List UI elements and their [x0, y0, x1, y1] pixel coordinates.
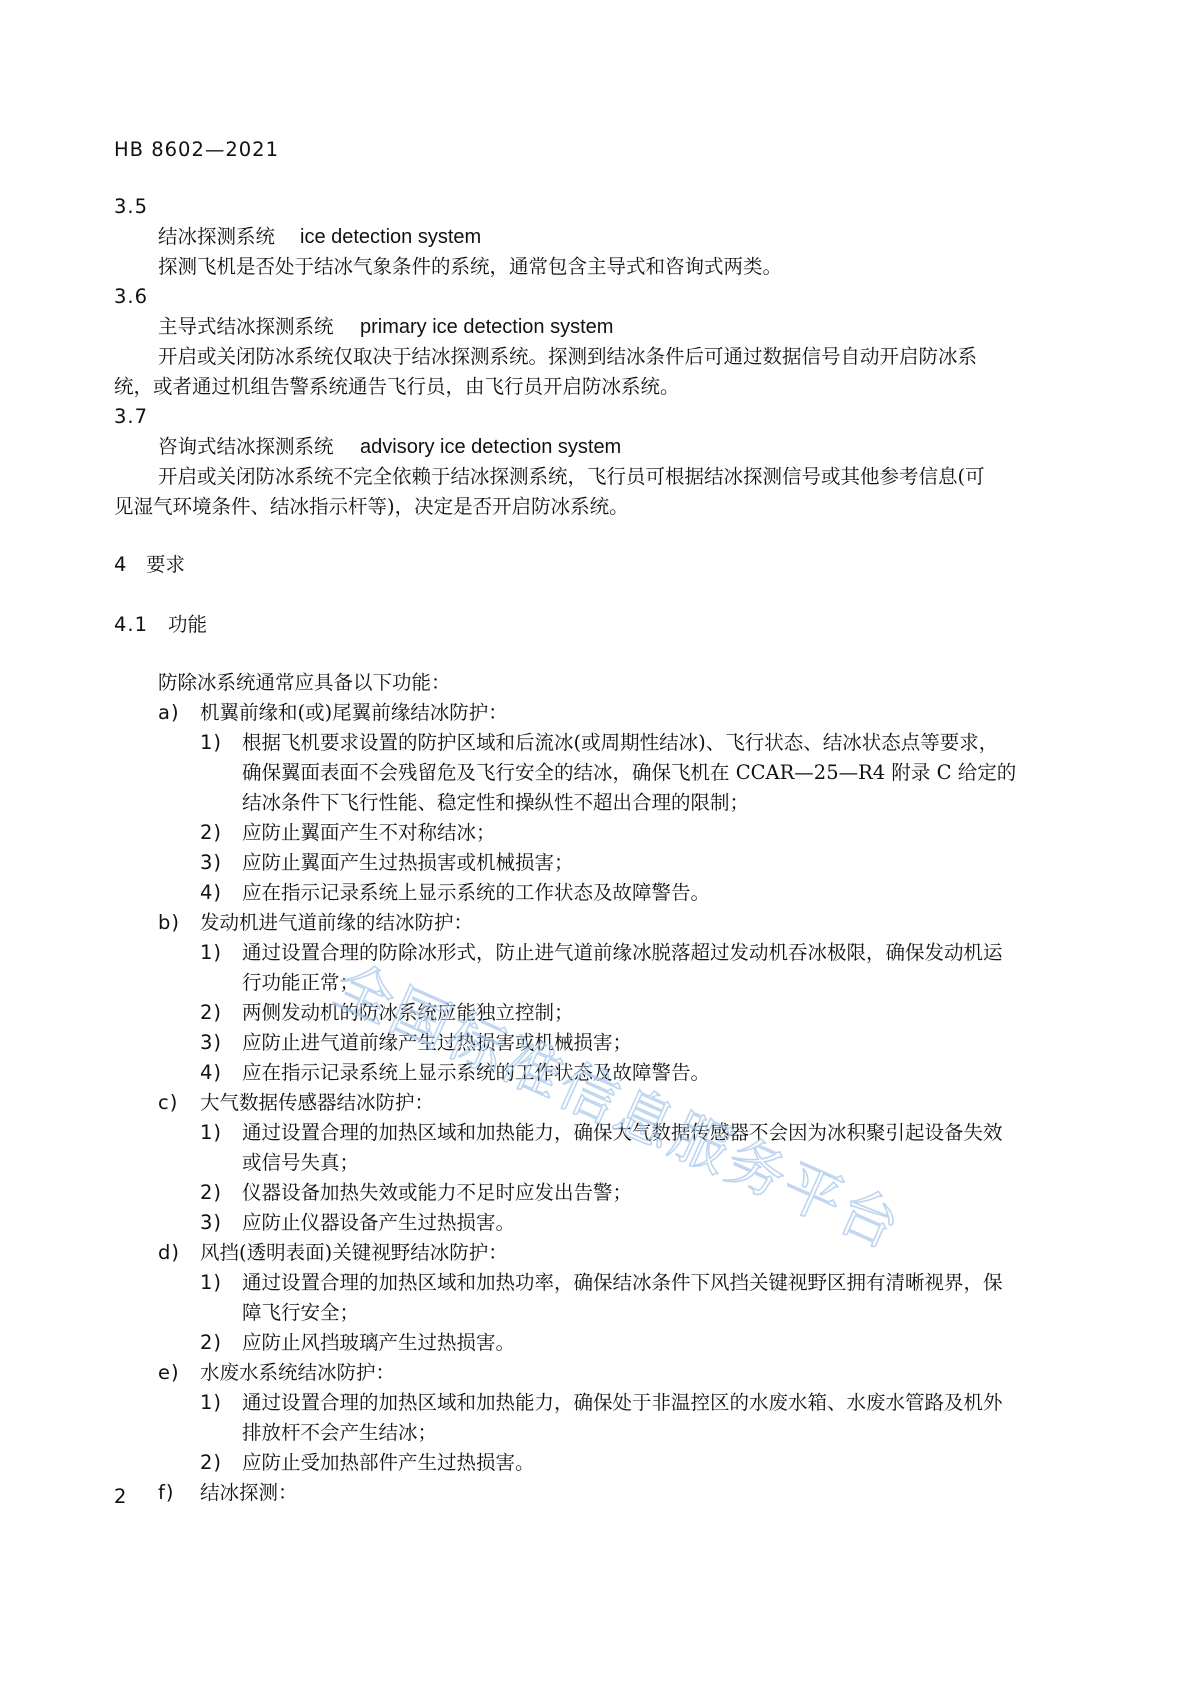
- section-number: 4: [114, 553, 128, 576]
- sub-item-number: 4): [200, 881, 223, 904]
- sub-item-text: 应防止风挡玻璃产生过热损害。: [242, 1331, 516, 1354]
- sub-item-text: 或信号失真；: [242, 1151, 360, 1174]
- term-definition: 开启或关闭防冰系统不完全依赖于结冰探测系统，飞行员可根据结冰探测信号或其他参考信息(可: [158, 465, 985, 488]
- list-item-title: 水废水系统结冰防护：: [200, 1361, 396, 1384]
- doc-number-header: HB 8602—2021: [114, 138, 279, 161]
- sub-item-text: 应防止翼面产生不对称结冰；: [242, 821, 496, 844]
- sub-item-text: 通过设置合理的加热区域和加热能力，确保大气数据传感器不会因为冰积聚引起设备失效: [242, 1121, 1003, 1144]
- watermark-char: 服: [660, 1100, 741, 1187]
- sub-item-text: 应在指示记录系统上显示系统的工作状态及故障警告。: [242, 881, 711, 904]
- sub-item-number: 3): [200, 851, 223, 874]
- list-item-label: d): [158, 1241, 180, 1264]
- sub-item-text: 应防止翼面产生过热损害或机械损害；: [242, 851, 574, 874]
- watermark-char: 平: [772, 1150, 853, 1237]
- sub-item-number: 2): [200, 1001, 223, 1024]
- list-item-title: 发动机进气道前缘的结冰防护：: [200, 911, 474, 934]
- term-number: 3.6: [114, 285, 149, 308]
- watermark-char: 信: [548, 1050, 629, 1137]
- watermark-char: 全: [324, 950, 405, 1037]
- sub-item-text: 障飞行安全；: [242, 1301, 360, 1324]
- sub-item-number: 1): [200, 1271, 223, 1294]
- watermark-char: 准: [492, 1025, 573, 1112]
- sub-item-text: 应在指示记录系统上显示系统的工作状态及故障警告。: [242, 1061, 711, 1084]
- intro-paragraph: 防除冰系统通常应具备以下功能：: [158, 671, 451, 694]
- page-number: 2: [114, 1485, 128, 1508]
- watermark-char: 台: [828, 1175, 909, 1262]
- sub-item-number: 1): [200, 1391, 223, 1414]
- sub-item-number: 3): [200, 1211, 223, 1234]
- sub-item-number: 3): [200, 1031, 223, 1054]
- watermark-char: 息: [604, 1075, 685, 1162]
- list-item-label: f): [158, 1481, 175, 1504]
- list-item-title: 风挡(透明表面)关键视野结冰防护：: [200, 1241, 508, 1264]
- list-item-title: 结冰探测：: [200, 1481, 298, 1504]
- watermark-char: 务: [716, 1125, 797, 1212]
- term-definition: 统，或者通过机组告警系统通告飞行员，由飞行员开启防冰系统。: [114, 375, 680, 398]
- term-name-en: advisory ice detection system: [360, 436, 622, 458]
- sub-item-number: 2): [200, 1451, 223, 1474]
- sub-item-text: 应防止仪器设备产生过热损害。: [242, 1211, 516, 1234]
- term-name-zh: 咨询式结冰探测系统: [158, 435, 334, 458]
- sub-item-number: 2): [200, 821, 223, 844]
- sub-item-number: 1): [200, 941, 223, 964]
- sub-item-number: 1): [200, 1121, 223, 1144]
- list-item-title: 机翼前缘和(或)尾翼前缘结冰防护：: [200, 701, 508, 724]
- term-name-zh: 结冰探测系统: [158, 225, 276, 248]
- sub-item-text: 排放杆不会产生结冰；: [242, 1421, 438, 1444]
- list-item-label: c): [158, 1091, 179, 1114]
- sub-item-text: 两侧发动机的防冰系统应能独立控制；: [242, 1001, 574, 1024]
- watermark-char: 标: [436, 1000, 517, 1087]
- sub-item-text: 通过设置合理的防除冰形式，防止进气道前缘冰脱落超过发动机吞冰极限，确保发动机运: [242, 941, 1003, 964]
- term-definition: 开启或关闭防冰系统仅取决于结冰探测系统。探测到结冰条件后可通过数据信号自动开启防冰系: [158, 345, 978, 368]
- term-definition: 探测飞机是否处于结冰气象条件的系统，通常包含主导式和咨询式两类。: [158, 255, 783, 278]
- list-item-label: b): [158, 911, 180, 934]
- sub-item-number: 2): [200, 1181, 223, 1204]
- list-item-label: a): [158, 701, 180, 724]
- list-item-title: 大气数据传感器结冰防护：: [200, 1091, 435, 1114]
- sub-item-text: 通过设置合理的加热区域和加热功率，确保结冰条件下风挡关键视野区拥有清晰视界，保: [242, 1271, 1003, 1294]
- sub-item-number: 1): [200, 731, 223, 754]
- subsection-number: 4.1: [114, 613, 149, 636]
- sub-item-number: 2): [200, 1331, 223, 1354]
- term-number: 3.5: [114, 195, 149, 218]
- term-definition: 见湿气环境条件、结冰指示杆等)，决定是否开启防冰系统。: [114, 495, 629, 518]
- sub-item-text: 行功能正常；: [242, 971, 360, 994]
- sub-item-text: 根据飞机要求设置的防护区域和后流冰(或周期性结冰)、飞行状态、结冰状态点等要求，: [242, 731, 999, 754]
- sub-item-text: 应防止进气道前缘产生过热损害或机械损害；: [242, 1031, 633, 1054]
- term-name-zh: 主导式结冰探测系统: [158, 315, 334, 338]
- list-item-label: e): [158, 1361, 180, 1384]
- sub-item-text: 应防止受加热部件产生过热损害。: [242, 1451, 535, 1474]
- sub-item-text: 仪器设备加热失效或能力不足时应发出告警；: [242, 1181, 633, 1204]
- subsection-title: 功能: [168, 613, 208, 636]
- sub-item-number: 4): [200, 1061, 223, 1084]
- term-name-en: primary ice detection system: [360, 316, 614, 338]
- term-name-en: ice detection system: [300, 226, 482, 248]
- sub-item-text: 结冰条件下飞行性能、稳定性和操纵性不超出合理的限制；: [242, 791, 750, 814]
- sub-item-text: 确保翼面表面不会残留危及飞行安全的结冰，确保飞机在 CCAR—25—R4 附录 C 给定的: [242, 761, 1017, 784]
- sub-item-text: 通过设置合理的加热区域和加热能力，确保处于非温控区的水废水箱、水废水管路及机外: [242, 1391, 1003, 1414]
- term-number: 3.7: [114, 405, 149, 428]
- section-title: 要求: [146, 553, 186, 576]
- watermark-char: 国: [380, 975, 461, 1062]
